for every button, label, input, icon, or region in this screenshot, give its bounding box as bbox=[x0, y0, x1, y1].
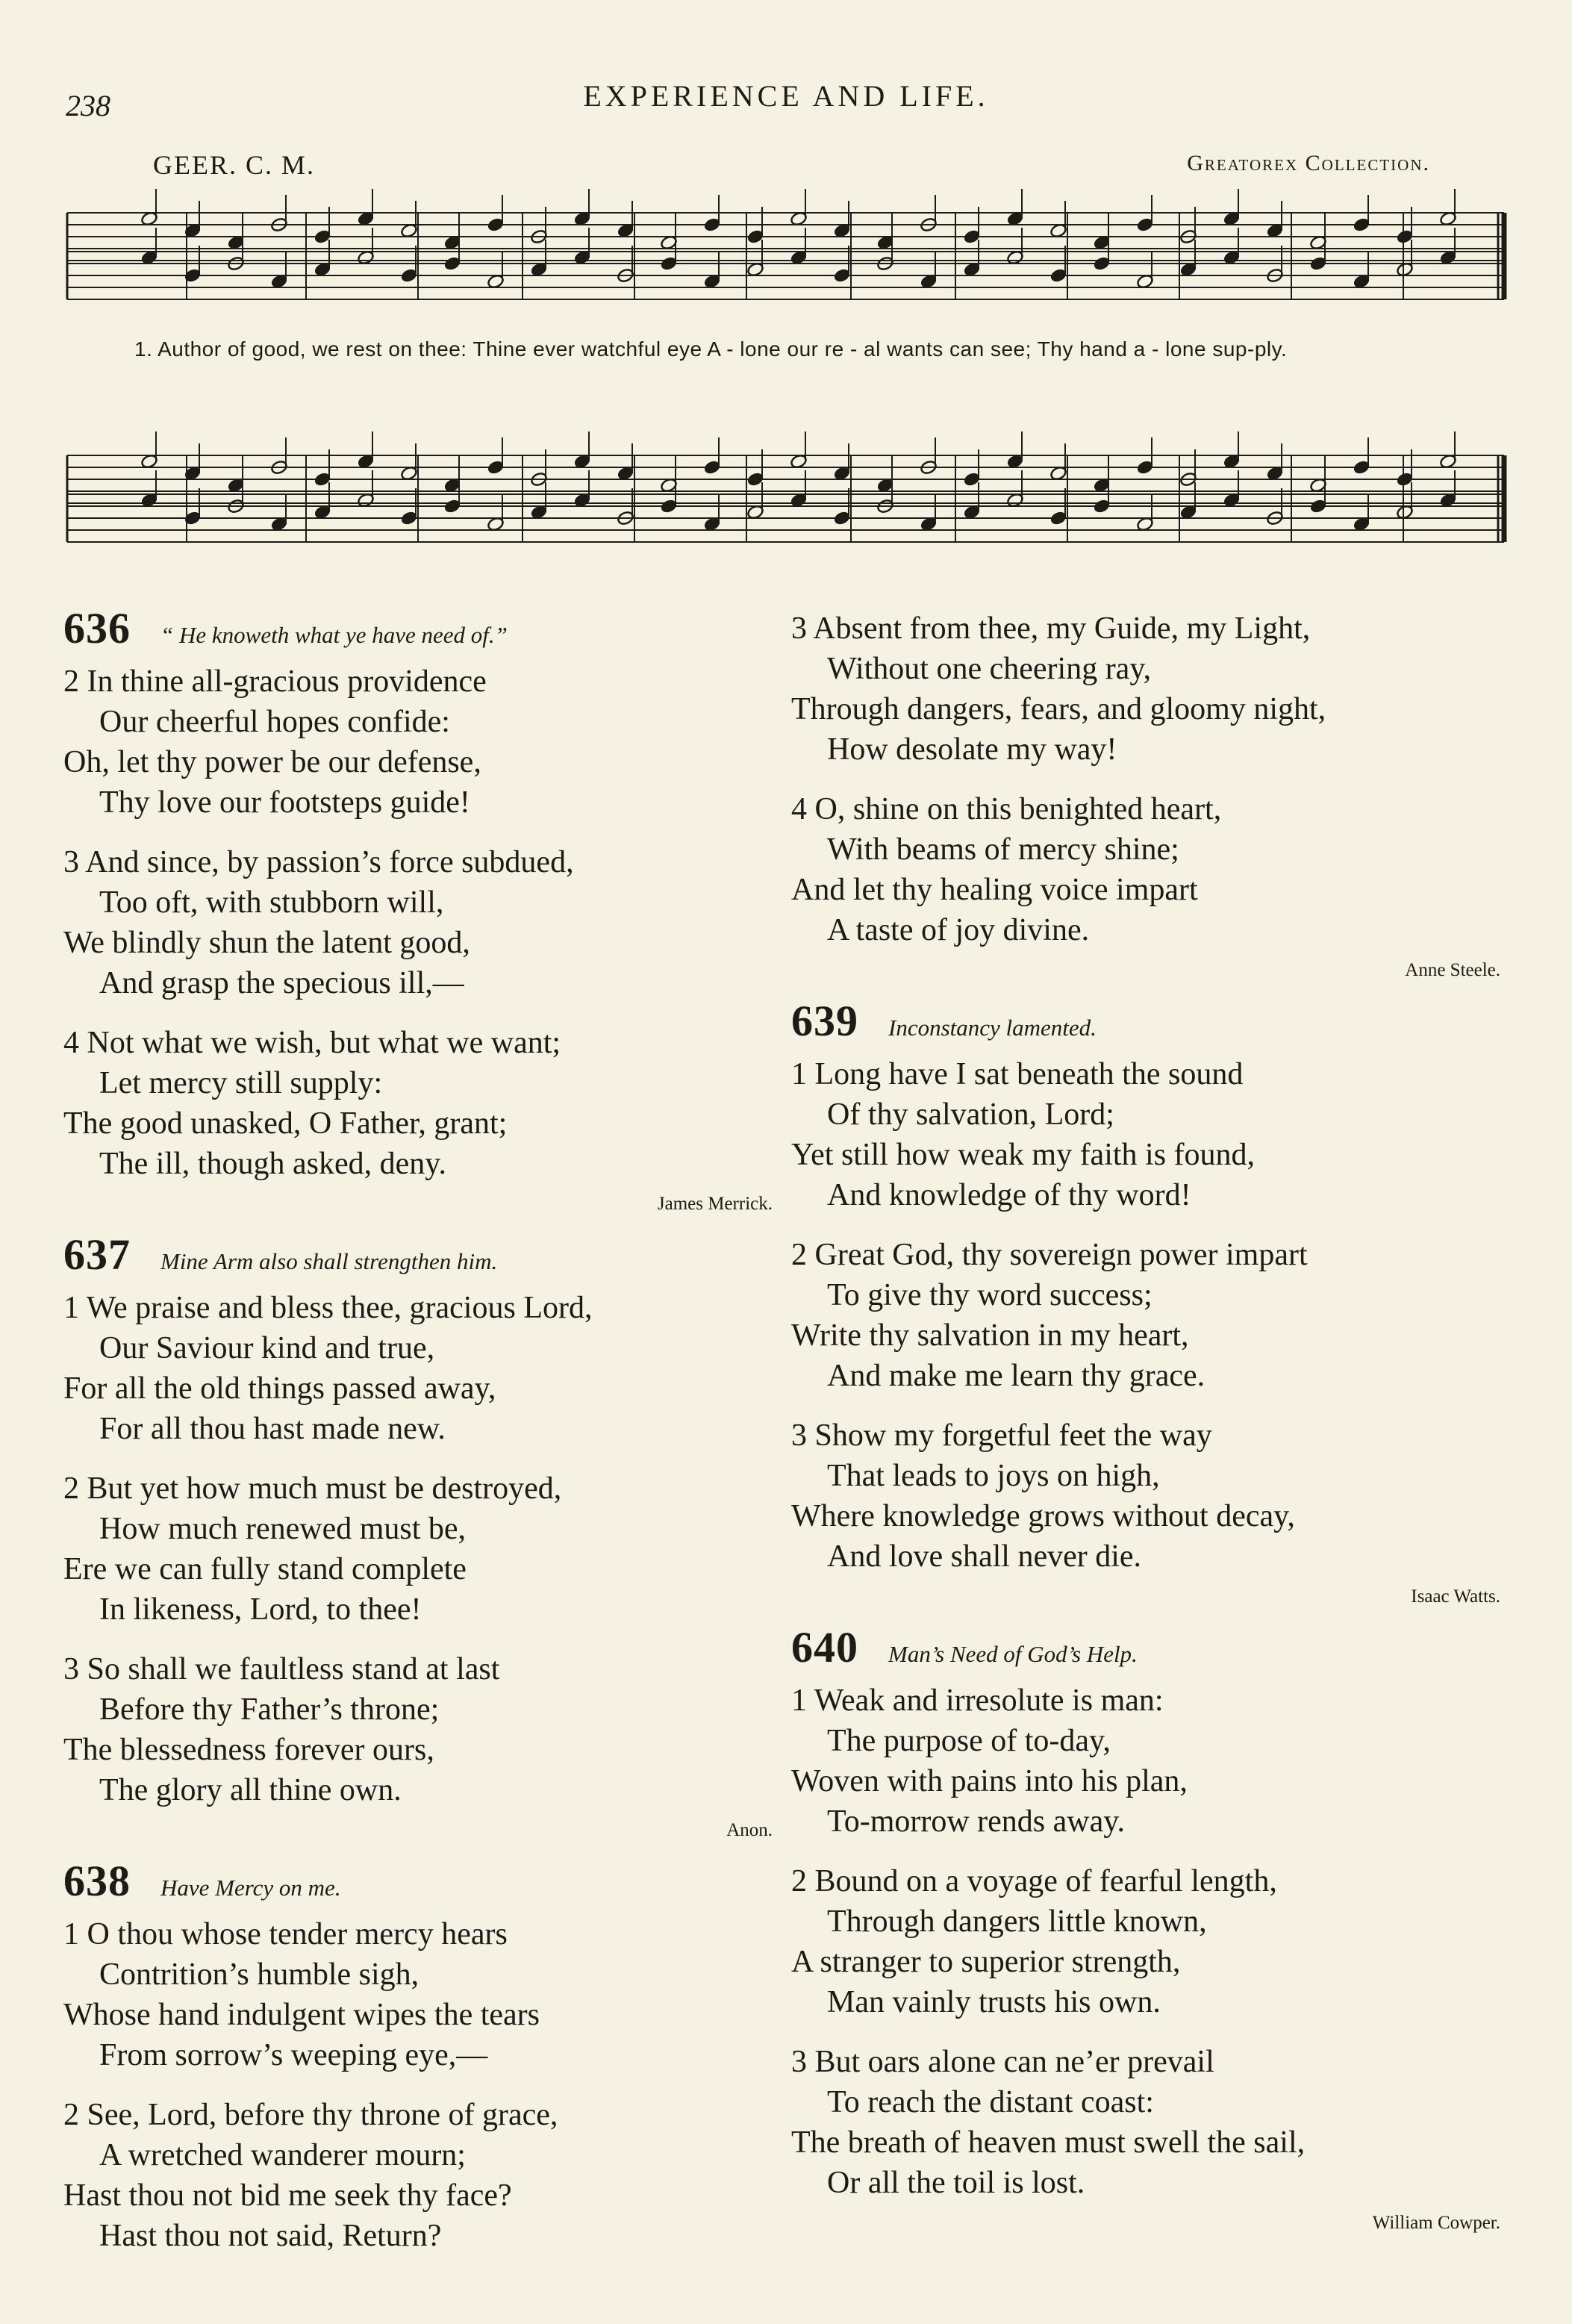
verse-line: Through dangers little known, bbox=[827, 1904, 1207, 1939]
verse-line: Let mercy still supply: bbox=[99, 1066, 383, 1100]
verse-line: 3 Absent from thee, my Guide, my Light, bbox=[791, 611, 1311, 646]
verse-line: To reach the distant coast: bbox=[827, 2085, 1154, 2119]
verse-line: Our cheerful hopes confide: bbox=[99, 705, 450, 739]
verse-line: 3 And since, by passion’s force subdued, bbox=[63, 845, 574, 879]
verse-line: A stranger to superior strength, bbox=[791, 1945, 1181, 1979]
verse-line: Ere we can fully stand complete bbox=[63, 1552, 467, 1586]
verse-line: Yet still how weak my faith is found, bbox=[791, 1138, 1256, 1172]
stanza bbox=[791, 608, 1508, 770]
verse-line: The glory all thine own. bbox=[99, 1773, 402, 1807]
hymn-title: Inconstancy lamented. bbox=[888, 1015, 1097, 1041]
hymn bbox=[791, 997, 1508, 1608]
verse-line: 3 But oars alone can ne’er prevail bbox=[791, 2045, 1214, 2079]
verse-line: And knowledge of thy word! bbox=[827, 1178, 1191, 1212]
verse-line: The blessedness forever ours, bbox=[63, 1733, 434, 1767]
tune-source: Greatorex Collection. bbox=[1187, 151, 1430, 175]
hymn-number: 640 bbox=[791, 1623, 858, 1672]
verse-line: A taste of joy divine. bbox=[827, 913, 1090, 947]
verse-line: Woven with pains into his plan, bbox=[791, 1764, 1188, 1798]
hymn-author: Anon. bbox=[726, 1820, 773, 1840]
verse-line: 4 Not what we wish, but what we want; bbox=[63, 1026, 561, 1060]
hymn-author: Anne Steele. bbox=[1405, 960, 1500, 980]
stanza bbox=[791, 1861, 1508, 2022]
hymn bbox=[791, 1623, 1508, 2234]
hymn-title: Have Mercy on me. bbox=[160, 1875, 341, 1901]
verse-line: A wretched wanderer mourn; bbox=[99, 2138, 466, 2172]
verse-line: Through dangers, fears, and gloomy night, bbox=[791, 692, 1326, 726]
page-number: 238 bbox=[66, 89, 110, 122]
stanza bbox=[791, 1680, 1508, 1842]
hymn-author: James Merrick. bbox=[657, 1194, 773, 1214]
verse-line: How desolate my way! bbox=[827, 732, 1117, 767]
stanza bbox=[791, 1415, 1508, 1577]
verse-line: That leads to joys on high, bbox=[827, 1459, 1160, 1493]
hymn-author: William Cowper. bbox=[1372, 2213, 1500, 2233]
hymn-header bbox=[63, 1857, 780, 1908]
verse-line: To give thy word success; bbox=[827, 1278, 1153, 1312]
hymn-number: 637 bbox=[63, 1230, 131, 1279]
stanza bbox=[791, 1054, 1508, 1215]
verse-line: The ill, though asked, deny. bbox=[99, 1147, 447, 1181]
stanza bbox=[791, 789, 1508, 950]
stanza bbox=[63, 842, 780, 1003]
hymn-header bbox=[791, 997, 1508, 1048]
stanza bbox=[63, 2095, 780, 2256]
verse-line: And grasp the specious ill,— bbox=[99, 966, 464, 1000]
hymn-header bbox=[63, 1230, 780, 1282]
verse-line: Our Saviour kind and true, bbox=[99, 1331, 435, 1365]
stanza bbox=[63, 1914, 780, 2075]
verse-line: 2 Bound on a voyage of fearful length, bbox=[791, 1864, 1277, 1898]
verse-line: And let thy healing voice impart bbox=[791, 873, 1198, 907]
verse-line: 4 O, shine on this benighted heart, bbox=[791, 792, 1222, 826]
verse-line: Or all the toil is lost. bbox=[827, 2166, 1085, 2200]
verse-line: Contrition’s humble sigh, bbox=[99, 1957, 419, 1992]
verse-line: Write thy salvation in my heart, bbox=[791, 1318, 1189, 1353]
verse-line: 2 But yet how much must be destroyed, bbox=[63, 1471, 562, 1506]
verse-line: Before thy Father’s throne; bbox=[99, 1692, 440, 1727]
hymn bbox=[63, 1857, 780, 2256]
verse-line: 1 Long have I sat beneath the sound bbox=[791, 1057, 1244, 1091]
verse-line: To-morrow rends away. bbox=[827, 1804, 1126, 1839]
verse-line: And make me learn thy grace. bbox=[827, 1359, 1205, 1393]
stanza bbox=[63, 661, 780, 823]
verse-line: 1 Weak and irresolute is man: bbox=[791, 1683, 1164, 1718]
stanza bbox=[63, 1649, 780, 1810]
verse-line: For all thou hast made new. bbox=[99, 1412, 446, 1446]
tune-lyric: 1. Author of good, we rest on thee: Thine ever watchful eye A - lone our re - al wants can see; Thy hand a - lone sup-ply. bbox=[134, 337, 1288, 361]
hymn-header bbox=[63, 604, 780, 655]
verse-line: Of thy salvation, Lord; bbox=[827, 1097, 1114, 1132]
running-head: EXPERIENCE AND LIFE. bbox=[583, 79, 989, 113]
verse-line: Hast thou not said, Return? bbox=[99, 2219, 442, 2253]
verse-line: Without one cheering ray, bbox=[827, 652, 1152, 686]
stanza bbox=[63, 1288, 780, 1449]
stanza bbox=[63, 1468, 780, 1630]
verse-line: With beams of mercy shine; bbox=[827, 832, 1179, 867]
hymn bbox=[63, 604, 780, 1215]
verse-line: We blindly shun the latent good, bbox=[63, 926, 470, 960]
hymn-number: 639 bbox=[791, 997, 858, 1045]
verse-line: The purpose of to-day, bbox=[827, 1724, 1111, 1758]
verse-line: 1 We praise and bless thee, gracious Lord, bbox=[63, 1291, 593, 1325]
hymn-author: Isaac Watts. bbox=[1411, 1586, 1500, 1607]
hymn bbox=[791, 608, 1508, 982]
hymn-title: “ He knoweth what ye have need of.” bbox=[160, 622, 508, 648]
verse-line: Hast thou not bid me seek thy face? bbox=[63, 2178, 512, 2213]
right-column bbox=[791, 608, 1508, 2254]
verse-line: For all the old things passed away, bbox=[63, 1371, 496, 1406]
stanza bbox=[791, 1235, 1508, 1396]
music-score bbox=[60, 183, 1512, 571]
stanza bbox=[791, 2042, 1508, 2203]
verse-line: And love shall never die. bbox=[827, 1539, 1142, 1574]
verse-line: The good unasked, O Father, grant; bbox=[63, 1106, 508, 1141]
hymn-title: Man’s Need of God’s Help. bbox=[888, 1641, 1138, 1667]
hymn-number: 636 bbox=[63, 604, 131, 652]
verse-line: Oh, let thy power be our defense, bbox=[63, 745, 481, 779]
hymn-header bbox=[791, 1623, 1508, 1675]
verse-line: Too oft, with stubborn will, bbox=[99, 885, 444, 920]
verse-line: From sorrow’s weeping eye,— bbox=[99, 2038, 488, 2072]
verse-line: Man vainly trusts his own. bbox=[827, 1985, 1161, 2019]
verse-line: The breath of heaven must swell the sail, bbox=[791, 2125, 1306, 2160]
verse-line: 2 In thine all-gracious providence bbox=[63, 664, 487, 699]
hymn bbox=[63, 1230, 780, 1842]
verse-line: 2 Great God, thy sovereign power impart bbox=[791, 1238, 1308, 1272]
verse-line: How much renewed must be, bbox=[99, 1512, 467, 1546]
verse-line: 3 Show my forgetful feet the way bbox=[791, 1418, 1212, 1453]
verse-line: 2 See, Lord, before thy throne of grace, bbox=[63, 2098, 558, 2132]
verse-line: 1 O thou whose tender mercy hears bbox=[63, 1917, 508, 1951]
verse-line: Thy love our footsteps guide! bbox=[99, 785, 470, 820]
verse-line: Where knowledge grows without decay, bbox=[791, 1499, 1295, 1533]
verse-line: In likeness, Lord, to thee! bbox=[99, 1592, 422, 1627]
hymn-title: Mine Arm also shall strengthen him. bbox=[160, 1248, 498, 1274]
verse-line: 3 So shall we faultless stand at last bbox=[63, 1652, 500, 1686]
stanza bbox=[63, 1023, 780, 1184]
left-column bbox=[63, 604, 780, 2275]
hymn-number: 638 bbox=[63, 1857, 131, 1905]
verse-line: Whose hand indulgent wipes the tears bbox=[63, 1998, 540, 2032]
tune-name: GEER. C. M. bbox=[153, 150, 316, 180]
